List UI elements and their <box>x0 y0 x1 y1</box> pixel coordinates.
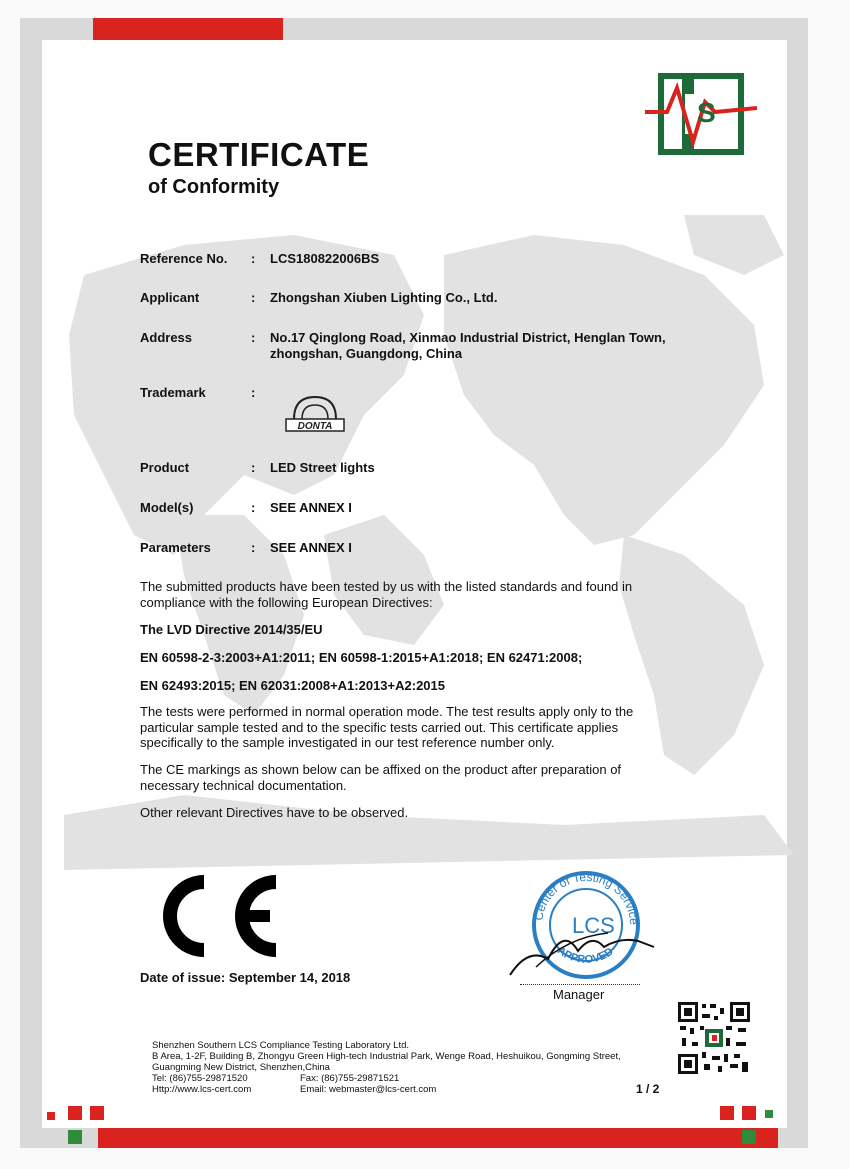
intro-paragraph: The submitted products have been tested by us with the listed standards and found in compliance with the following European Directives: <box>140 579 633 610</box>
reference-label: Reference No. <box>140 251 228 266</box>
corner-square <box>68 1106 82 1120</box>
ce-note-paragraph: The CE markings as shown below can be affixed on the product after preparation of necessary technical documentation. <box>140 762 622 793</box>
corner-square <box>90 1106 104 1120</box>
page-number: 1 / 2 <box>636 1082 660 1096</box>
address-line-1: No.17 Qinglong Road, Xinmao Industrial District, Henglan Town, <box>270 330 666 345</box>
parameters-value: SEE ANNEX I <box>270 540 352 555</box>
corner-square <box>47 1112 55 1120</box>
models-label: Model(s) <box>140 500 194 515</box>
footer-address: B Area, 1-2F, Building B, Zhongyu Green High-tech Industrial Park, Wenge Road, Heshuikou, Gongming Street, Guangming New District, Shenzhen,China <box>152 1051 621 1073</box>
corner-square <box>742 1106 756 1120</box>
standards-line-1: EN 60598-2-3:2003+A1:2011; EN 60598-1:2015+A1:2018; EN 62471:2008; <box>140 650 583 665</box>
corner-square <box>742 1130 756 1144</box>
ce-mark <box>152 870 282 962</box>
svg-text:S: S <box>697 97 716 128</box>
signature-line <box>520 984 640 985</box>
signature-role: Manager <box>553 987 605 1002</box>
footer-tel: Tel: (86)755-29871520 <box>152 1073 248 1084</box>
bottom-red-bar <box>98 1128 778 1148</box>
reference-value: LCS180822006BS <box>270 251 380 266</box>
svg-text:DONTA: DONTA <box>297 421 333 432</box>
donta-trademark-logo <box>284 393 346 433</box>
address-colon: : <box>251 330 256 345</box>
footer-email: Email: webmaster@lcs-cert.com <box>300 1084 437 1095</box>
models-value: SEE ANNEX I <box>270 500 352 515</box>
models-colon: : <box>251 500 256 515</box>
product-colon: : <box>251 460 256 475</box>
address-line-2: zhongshan, Guangdong, China <box>270 346 463 361</box>
top-red-bar <box>93 18 283 40</box>
standards-line-2: EN 62493:2015; EN 62031:2008+A1:2013+A2:2015 <box>140 678 445 693</box>
reference-colon: : <box>251 251 256 266</box>
corner-square <box>765 1110 773 1118</box>
certificate-title: CERTIFICATE <box>148 136 370 173</box>
applicant-label: Applicant <box>140 290 200 305</box>
corner-square <box>720 1106 734 1120</box>
approved-stamp <box>508 867 658 987</box>
issue-date: Date of issue: September 14, 2018 <box>140 970 351 985</box>
svg-text:Center of Testing Service: Center of Testing Service <box>531 869 642 926</box>
lab-footer <box>152 1040 642 1095</box>
lcs-logo <box>645 72 757 156</box>
corner-square <box>68 1130 82 1144</box>
parameters-label: Parameters <box>140 540 211 555</box>
applicant-value: Zhongshan Xiuben Lighting Co., Ltd. <box>270 290 498 305</box>
applicant-colon: : <box>251 290 256 305</box>
trademark-colon: : <box>251 385 256 400</box>
footer-fax: Fax: (86)755-29871521 <box>300 1073 400 1084</box>
product-label: Product <box>140 460 190 475</box>
address-label: Address <box>140 330 193 345</box>
parameters-colon: : <box>251 540 256 555</box>
certificate-subtitle: of Conformity <box>148 176 280 198</box>
trademark-label: Trademark <box>140 385 206 400</box>
svg-text:LCS: LCS <box>572 913 615 938</box>
directive-text: The LVD Directive 2014/35/EU <box>140 622 323 637</box>
footer-company: Shenzhen Southern LCS Compliance Testing Laboratory Ltd. <box>152 1040 410 1051</box>
tests-paragraph: The tests were performed in normal operation mode. The test results apply only to the particular sample tested and to the specific tests carried out. This certificate applies specifically to the sample investigated in our test reference number only. <box>140 704 634 750</box>
footer-web: Http://www.lcs-cert.com <box>152 1084 252 1095</box>
svg-text:APPROVED: APPROVED <box>554 944 616 967</box>
other-directives-text: Other relevant Directives have to be observed. <box>140 805 409 820</box>
qr-code <box>678 1002 750 1074</box>
product-value: LED Street lights <box>270 460 375 475</box>
